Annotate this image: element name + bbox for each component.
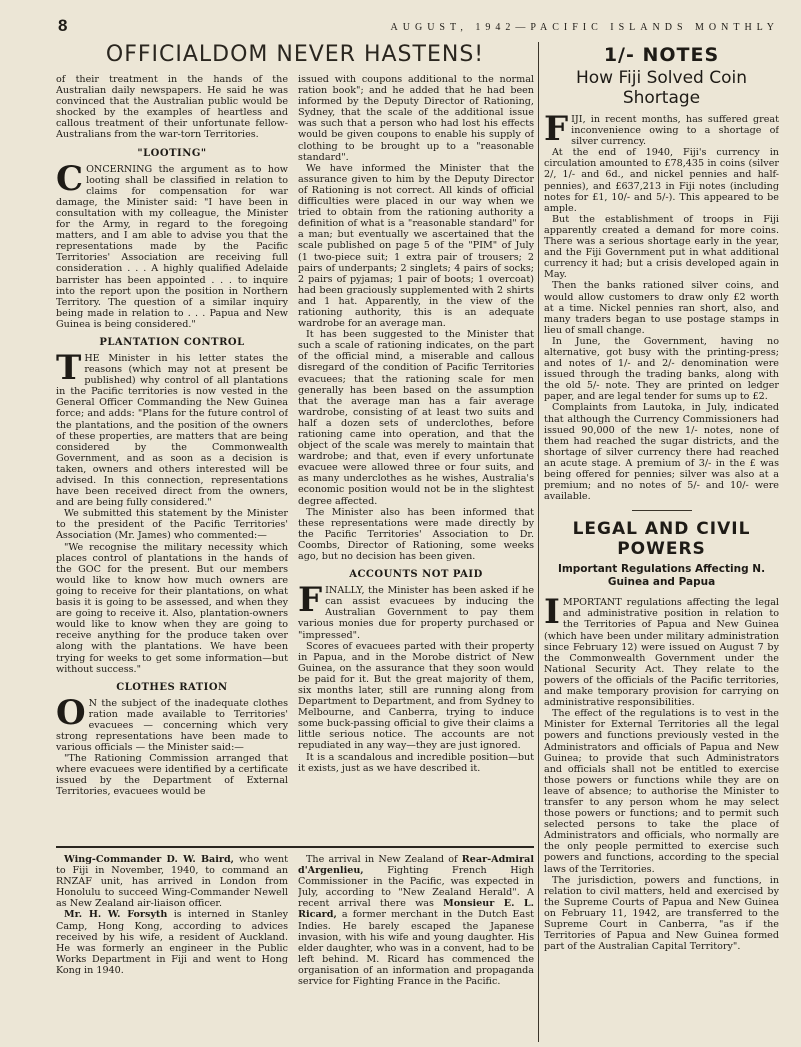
paragraph: Scores of evacuees parted with their property in Papua, and in the Morobe district of New Guinea, on the assurance that they soon would be paid for it. But the great majority of them, six months later, still are running along from Department to Department, and from Sydney to Melbourne, and Canberra, trying to induce some buck-passing official to give their claims a little serious notice. The accounts are not repudiated in any way—they are just ignored.: [298, 640, 534, 752]
column-divider: [538, 42, 539, 1042]
legal-subtitle: Important Regulations Affecting N. Guinea and Papua: [557, 563, 766, 589]
paragraph: We have informed the Minister that the assurance given to him by the Deputy Director of Rationing is not correct. All kinds of official difficulties were placed in our way when we tried to obtain from the rationing authority a definition of what is a "reasonable standard" for a man; but eventually we ascertained that the scale published on page 5 of the "PIM" of July (1 two-piece suit; 1 extra pair of trousers; 2 pairs of underpants; 2 singlets; 4 pairs of socks; 2 pairs of pyjamas; 1 pair of boots; 1 overcoat) had been graciously supplemented with 2 shirts and 1 hat. Apparently, in the view of the rationing authority, this is an adequate wardrobe for an average man.: [298, 162, 534, 330]
subheading-plantation: PLANTATION CONTROL: [99, 336, 245, 348]
column-3: [544, 42, 779, 1042]
paragraph: At the end of 1940, Fiji's currency in circulation amounted to £78,435 in coins (silver 2/, 1/- and 6d., and nickel pennies and half-pennies), and £637,213 in Fiji notes (including notes for £1, 10/- and 5/-). This appeared to be ample.: [544, 147, 779, 214]
page-number: 8: [58, 16, 68, 35]
notes-subtitle: How Fiji Solved Coin Shortage: [575, 68, 747, 108]
article-headline: OFFICIALDOM NEVER HASTENS!: [105, 42, 485, 67]
paragraph: It has been suggested to the Minister that such a scale of rationing indicates, on the part of the official mind, a miserable and callous disregard of the condition of Pacific Territories evacuees; that the rationing scale for men generally has been based on the assumption that the average man has a fair average wardrobe, consisting of at least two suits and half a dozen sets of underclothes, before rationing came into operation, and that the object of the scale was merely to maintain that wardrobe; and that, even if every unfortunate evacuee were allowed three or four suits, and as many underclothes as he wishes, Australia's economic position would not be in the slightest degree affected.: [298, 329, 534, 507]
paragraph: Complaints from Lautoka, in July, indicated that although the Currency Commissioners had issued 90,000 of the new 1/- notes, none of them had reached the sugar districts, and the shortage of silver currency there had reached an acute stage. A premium of 3/- in the £ was being offered for pennies; silver was also at a premium; and no notes of 5/- and 10/- were available.: [544, 402, 779, 503]
paragraph: "The Rationing Commission arranged that where evacuees were identified by a certificate issued by the Department of External Territories, evacuees would be: [56, 753, 288, 798]
column-1: [56, 74, 288, 842]
personal-notes-left: [56, 854, 288, 1042]
page-header: [56, 18, 779, 42]
paragraph: Mr. H. W. Forsyth is interned in Stanley Camp, Hong Kong, according to advices received by his wife, a resident of Auckland. He was formerly an engineer in the Public Works Department in Fiji and went to Hong Kong in 1940.: [56, 909, 288, 976]
drop-cap: C: [56, 158, 84, 199]
notes-title: 1/- NOTES: [603, 44, 720, 66]
paragraph: But the establishment of troops in Fiji apparently created a demand for more coins. There was a serious shortage early in the year, and the Fiji Government put in what additional currency it had; but a crisis developed again in May.: [544, 213, 779, 281]
drop-cap: T: [56, 347, 82, 388]
column-2: [298, 74, 534, 842]
page-body: [56, 42, 779, 1047]
paragraph: We submitted this statement by the Minister to the president of the Pacific Territories' Association (Mr. James) who commented:—: [56, 508, 288, 542]
divider: [632, 510, 692, 511]
running-title: AUGUST, 1942—PACIFIC ISLANDS MONTHLY: [390, 22, 779, 33]
paragraph: The Minister also has been informed that these representations were made directly by the Pacific Territories' Association to Dr. Coombs, Director of Rationing, some weeks ago, but no decision has been given.: [298, 506, 534, 563]
paragraph: Wing-Commander D. W. Baird, who went to Fiji in November, 1940, to command an RNZAF unit, has arrived in London from Honolulu to succeed Wing-Commander Newell as New Zealand air-liaison officer.: [56, 854, 288, 910]
legal-title: LEGAL AND CIVIL POWERS: [572, 519, 751, 560]
paragraph: O N the subject of the inadequate clothes ration made available to Territories' evacuees — concerning which very strong representations have been made to various officials — the Minister said:—: [56, 692, 288, 754]
paragraph: The effect of the regulations is to vest in the Minister for External Territories all the legal powers and functions previously vested in the Administrators and officials of Papua and New Guinea; to provide that such Administrators and officials shall not be entitled to exercise those powers or functions while they are on leave of absence; to authorise the Minister to transfer to any person whom he may select those powers or functions; and to permit such selected persons to take the place of Administrators and officials, who normally are the only people permitted to exercise such powers and functions, according to the special laws of the Territories.: [544, 708, 779, 875]
personal-notes-right: [298, 854, 534, 1042]
subheading-accounts: ACCOUNTS NOT PAID: [349, 569, 483, 581]
paragraph: FINALLY, the Minister has been asked if he can assist evacuees by inducing the Australian Government to pay them various monies due for property purchased or "impressed".: [298, 580, 534, 641]
paragraph: The jurisdiction, powers and functions, in relation to civil matters, held and exercised by the Supreme Courts of Papua and New Guinea on February 11, 1942, are transferred to the Supreme Court in Canberra, "as if the Territories of Papua and New Guinea formed part of the Australian Capital Territory".: [544, 874, 779, 953]
subheading-clothes: CLOTHES RATION: [116, 681, 228, 693]
drop-cap: F: [544, 109, 569, 149]
paragraph: The arrival in New Zealand of Rear-Admiral d'Argenlieu, Fighting French High Commissioner in the Pacific, was expected in July, according to "New Zealand Herald". A recent arrival there was Monsieur E. L. Ricard, a former merchant in the Dutch East Indies. He barely escaped the Japanese invasion, with his wife and young daughter. His elder daughter, who was in a convent, had to be left behind. M. Ricard has commenced the organisation of an information and propaganda service for Fighting France in the Pacific.: [298, 854, 534, 988]
drop-cap: I: [544, 592, 560, 633]
paragraph: It is a scandalous and incredible position—but it exists, just as we have described it.: [298, 751, 534, 774]
paragraph: of their treatment in the hands of the Australian daily newspapers. He said he was convinced that the Australian public would be shocked by the examples of heartless and callous treatment of their unfortunate fellow-Australians from the war-torn Territories.: [56, 74, 288, 141]
paragraph: THE Minister in his letter states the reasons (which may not at present be published) why control of all plantations in the Pacific territories is now vested in the General Officer Commanding the New Guinea force; and adds: "Plans for the future control of the plantations, and the position of the owners of these properties, are matters that are being considered by the Commonwealth Government, and as soon as a decision is taken, owners and others interested will be advised. In this connection, representations have been received direct from the owners, and are being fully considered.": [56, 347, 288, 509]
paragraph: FIJI, in recent months, has suffered great inconvenience owing to a shortage of silver currency.: [544, 109, 779, 149]
paragraph: In June, the Government, having no alternative, got busy with the printing-press; and notes of 1/- and 2/- denomination were issued through the trading banks, along with the old 5/- note. They are printed on ledger paper, and are legal tender for sums up to £2.: [544, 335, 779, 403]
paragraph: CONCERNING the argument as to how looting shall be classified in relation to claims for compensation for war damage, the Minister said: "I have been in consultation with my colleague, the Minister for the Army, in regard to the foregoing matters, and I am able to advise you that the representations made by the Pacific Territories' Association are receiving full consideration . . . A highly qualified Adelaide barrister has been appointed . . . to inquire into the report upon the position in Northern Territory. The question of a similar inquiry being made in relation to . . . Papua and New Guinea is being considered.": [56, 158, 288, 330]
drop-cap: F: [298, 580, 323, 621]
drop-cap: O: [56, 692, 86, 733]
paragraph: Then the banks rationed silver coins, and would allow customers to draw only £2 worth at a time. Nickel pennies ran short, also, and many traders began to use postage stamps in lieu of small change.: [544, 280, 779, 336]
subheading-looting: "LOOTING": [137, 147, 207, 159]
paragraph: "We recognise the military necessity which places control of plantations in the hands of the GOC for the present. But our members would like to know how much owners are going to receive for their plantations, on what basis it is going to be assessed, and when they are going to receive it. Also, plantation-owners would like to know when they are going to receive anything for the produce taken over along with the plantations. We have been trying for weeks to get some information—but without success.": [56, 541, 288, 675]
paragraph: issued with coupons additional to the normal ration book"; and he added that he had been informed by the Deputy Director of Rationing, Sydney, that the scale of the additional issue was such that a person who had lost his effects would be given coupons to enable his supply of clothing to be brought up to a "reasonable standard".: [298, 74, 534, 163]
paragraph: IMPORTANT regulations affecting the legal and administrative position in relation to the Territories of Papua and New Guinea (which have been under military administration since February 12) were issued on August 7 by the Commonwealth Government under the National Security Act. They relate to the powers of the officials of the Pacific territories, and make temporary provision for carrying on administrative responsibilities.: [544, 592, 779, 709]
horizontal-divider: [56, 846, 534, 848]
